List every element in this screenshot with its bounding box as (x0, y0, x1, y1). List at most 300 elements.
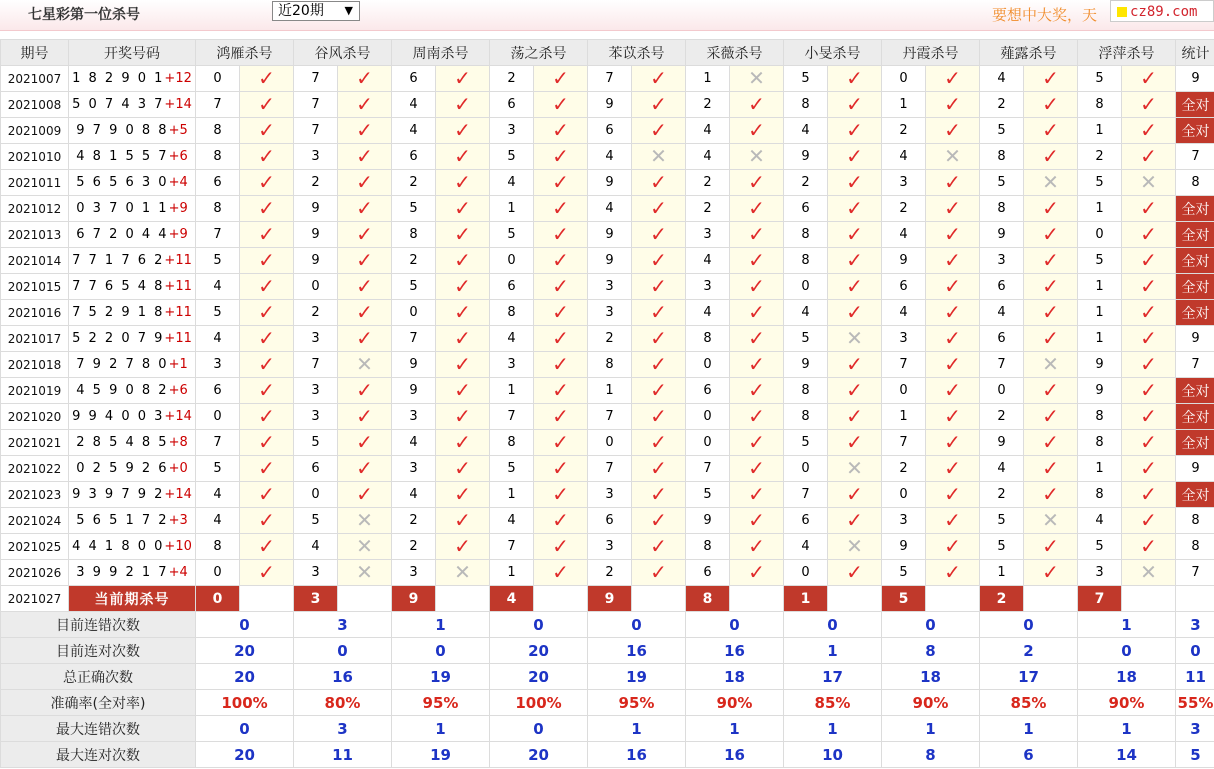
result-mark-cell (1024, 404, 1078, 430)
draw-digits: 4 8 1 5 5 7 (76, 149, 169, 164)
summary-row (1, 742, 1214, 768)
all-correct-badge: 全对 (1176, 378, 1214, 404)
result-mark-cell (632, 248, 686, 274)
issue-cell: 2021007 (1, 66, 69, 92)
result-mark-cell (1122, 222, 1176, 248)
kill-number-cell: 1 (490, 378, 534, 404)
period-select[interactable] (272, 1, 360, 21)
result-mark-cell (1122, 274, 1176, 300)
result-mark-cell (1024, 456, 1078, 482)
result-mark-cell (436, 326, 490, 352)
kill-number-cell: 8 (196, 534, 240, 560)
kill-number-cell: 3 (882, 508, 926, 534)
summary-value: 100% (490, 690, 588, 716)
col-header-expert[interactable]: 荡之杀号 (490, 40, 588, 66)
summary-label: 准确率(全对率) (1, 690, 196, 716)
result-mark-cell (1024, 118, 1078, 144)
result-mark-cell (240, 66, 294, 92)
cross-icon: ✕ (846, 326, 863, 350)
check-icon: ✓ (1140, 248, 1157, 272)
kill-number-cell: 0 (686, 352, 730, 378)
current-issue-cell: 2021027 (1, 586, 69, 612)
result-mark-cell (240, 222, 294, 248)
result-mark-cell (828, 404, 882, 430)
check-icon: ✓ (454, 482, 471, 506)
check-icon: ✓ (1140, 196, 1157, 220)
kill-number-cell: 0 (196, 560, 240, 586)
result-mark-cell (828, 508, 882, 534)
col-header-expert[interactable]: 苯苡杀号 (588, 40, 686, 66)
cross-icon: ✕ (1042, 170, 1059, 194)
col-header-expert[interactable]: 丹霞杀号 (882, 40, 980, 66)
result-mark-cell (240, 144, 294, 170)
check-icon: ✓ (356, 300, 373, 324)
kill-number-cell: 3 (392, 560, 436, 586)
kill-number-cell: 1 (882, 404, 926, 430)
result-mark-cell (730, 378, 784, 404)
summary-value: 20 (490, 638, 588, 664)
kill-number-cell: 9 (294, 222, 338, 248)
summary-value: 18 (882, 664, 980, 690)
kill-number-cell: 4 (196, 508, 240, 534)
summary-value: 100% (196, 690, 294, 716)
current-kill-number[interactable]: 2 (980, 586, 1024, 612)
all-correct-badge: 全对 (1176, 482, 1214, 508)
issue-cell: 2021011 (1, 170, 69, 196)
kill-number-cell: 2 (588, 326, 632, 352)
check-icon: ✓ (748, 326, 765, 350)
kill-number-cell: 4 (980, 456, 1024, 482)
kill-number-cell: 8 (784, 378, 828, 404)
col-header-stat: 统计 (1176, 40, 1214, 66)
summary-value: 0 (686, 612, 784, 638)
kill-number-cell: 3 (588, 534, 632, 560)
result-mark-cell (926, 66, 980, 92)
issue-cell: 2021021 (1, 430, 69, 456)
kill-number-cell: 1 (1078, 300, 1122, 326)
stat-cell: 7 (1176, 144, 1214, 170)
result-mark-cell (730, 404, 784, 430)
result-mark-cell (730, 430, 784, 456)
result-mark-cell (632, 456, 686, 482)
result-mark-cell (926, 326, 980, 352)
result-mark-cell (926, 300, 980, 326)
draw-numbers-cell (69, 352, 196, 378)
result-mark-cell (436, 66, 490, 92)
kill-number-cell: 8 (1078, 482, 1122, 508)
result-mark-cell (926, 534, 980, 560)
kill-number-cell: 3 (294, 404, 338, 430)
result-mark-cell (534, 456, 588, 482)
kill-number-cell: 1 (1078, 118, 1122, 144)
check-icon: ✓ (552, 456, 569, 480)
kill-number-cell: 0 (882, 482, 926, 508)
result-mark-cell (436, 274, 490, 300)
summary-row (1, 690, 1214, 716)
result-mark-cell (828, 248, 882, 274)
check-icon: ✓ (846, 222, 863, 246)
kill-number-cell: 7 (196, 430, 240, 456)
check-icon: ✓ (650, 274, 667, 298)
current-kill-number[interactable]: 3 (294, 586, 338, 612)
kill-number-cell: 2 (980, 92, 1024, 118)
result-mark-cell (1122, 508, 1176, 534)
result-mark-cell (240, 430, 294, 456)
cross-icon: ✕ (454, 560, 471, 584)
check-icon: ✓ (1140, 274, 1157, 298)
result-mark-cell (338, 170, 392, 196)
top-bar (0, 0, 1214, 31)
check-icon: ✓ (454, 456, 471, 480)
all-correct-badge: 全对 (1176, 430, 1214, 456)
check-icon: ✓ (650, 118, 667, 142)
cross-icon: ✕ (748, 66, 765, 90)
result-mark-cell (730, 300, 784, 326)
col-header-expert[interactable]: 周南杀号 (392, 40, 490, 66)
check-icon: ✓ (846, 66, 863, 90)
summary-value: 1 (1078, 716, 1176, 742)
result-mark-cell (436, 352, 490, 378)
kill-number-cell: 3 (294, 326, 338, 352)
kill-number-cell: 4 (196, 482, 240, 508)
result-mark-cell (828, 482, 882, 508)
kill-number-cell: 6 (392, 66, 436, 92)
result-mark-cell (828, 274, 882, 300)
check-icon: ✓ (944, 274, 961, 298)
kill-number-cell: 3 (686, 274, 730, 300)
kill-number-cell: 2 (980, 404, 1024, 430)
draw-numbers-cell (69, 378, 196, 404)
result-mark-cell (828, 144, 882, 170)
draw-digits: 7 7 1 7 6 2 (72, 253, 165, 268)
result-mark-cell (436, 222, 490, 248)
check-icon: ✓ (454, 326, 471, 350)
result-mark-cell (338, 404, 392, 430)
check-icon: ✓ (1042, 378, 1059, 402)
summary-value: 1 (588, 716, 686, 742)
col-header-expert[interactable]: 谷风杀号 (294, 40, 392, 66)
check-icon: ✓ (944, 248, 961, 272)
table-row (1, 430, 1214, 456)
result-mark-cell (1024, 378, 1078, 404)
current-kill-number[interactable]: 0 (196, 586, 240, 612)
result-mark-cell (534, 482, 588, 508)
result-mark-cell (632, 222, 686, 248)
logo-text: cz89.com (1130, 4, 1198, 20)
current-label: 当前期杀号 (69, 586, 196, 612)
check-icon: ✓ (748, 248, 765, 272)
result-mark-cell (926, 404, 980, 430)
check-icon: ✓ (1140, 326, 1157, 350)
check-icon: ✓ (552, 534, 569, 558)
check-icon: ✓ (944, 92, 961, 116)
table-row (1, 66, 1214, 92)
kill-number-cell: 6 (686, 560, 730, 586)
check-icon: ✓ (258, 352, 275, 376)
result-mark-cell (730, 170, 784, 196)
summary-value: 16 (588, 638, 686, 664)
summary-value: 11 (294, 742, 392, 768)
check-icon: ✓ (1140, 352, 1157, 376)
result-mark-cell (1024, 222, 1078, 248)
summary-value: 16 (294, 664, 392, 690)
check-icon: ✓ (1140, 508, 1157, 532)
check-icon: ✓ (258, 118, 275, 142)
kill-number-cell: 3 (588, 274, 632, 300)
check-icon: ✓ (846, 170, 863, 194)
all-correct-badge: 全对 (1176, 300, 1214, 326)
check-icon: ✓ (552, 326, 569, 350)
draw-digits: 7 5 2 9 1 8 (72, 305, 165, 320)
kill-number-cell: 2 (588, 560, 632, 586)
result-mark-cell (730, 326, 784, 352)
kill-number-cell: 6 (784, 508, 828, 534)
kill-number-cell: 0 (490, 248, 534, 274)
kill-number-cell: 8 (196, 144, 240, 170)
result-mark-cell (1024, 430, 1078, 456)
result-mark-cell (730, 274, 784, 300)
check-icon: ✓ (356, 144, 373, 168)
table-row (1, 560, 1214, 586)
result-mark-cell (632, 482, 686, 508)
draw-digits: 0 3 7 0 1 1 (76, 201, 169, 216)
result-mark-cell (1122, 170, 1176, 196)
all-correct-badge: 全对 (1176, 274, 1214, 300)
result-mark-cell (632, 300, 686, 326)
kill-number-cell: 3 (1078, 560, 1122, 586)
summary-value: 17 (784, 664, 882, 690)
kill-number-cell: 9 (588, 222, 632, 248)
draw-digits: 3 9 9 2 1 7 (76, 565, 169, 580)
kill-number-cell: 6 (294, 456, 338, 482)
check-icon: ✓ (356, 456, 373, 480)
kill-number-cell: 9 (588, 92, 632, 118)
col-header-expert[interactable]: 鸿雁杀号 (196, 40, 294, 66)
draw-sum: +5 (168, 123, 188, 138)
summary-value: 0 (490, 716, 588, 742)
current-kill-number[interactable]: 7 (1078, 586, 1122, 612)
col-header-expert[interactable]: 浮萍杀号 (1078, 40, 1176, 66)
result-mark-cell (730, 222, 784, 248)
kill-number-cell: 5 (1078, 170, 1122, 196)
check-icon: ✓ (1042, 248, 1059, 272)
result-mark-cell (1024, 326, 1078, 352)
result-mark-cell (632, 508, 686, 534)
result-mark-cell (338, 248, 392, 274)
kill-number-cell: 7 (882, 352, 926, 378)
summary-value: 1 (980, 716, 1078, 742)
check-icon: ✓ (748, 404, 765, 428)
result-mark-cell (730, 118, 784, 144)
kill-number-cell: 6 (588, 118, 632, 144)
result-mark-cell (534, 274, 588, 300)
result-mark-cell (436, 430, 490, 456)
kill-number-cell: 3 (392, 456, 436, 482)
check-icon: ✓ (356, 404, 373, 428)
check-icon: ✓ (650, 66, 667, 90)
result-mark-cell (828, 352, 882, 378)
check-icon: ✓ (650, 508, 667, 532)
result-mark-cell (534, 170, 588, 196)
result-mark-cell (338, 196, 392, 222)
result-mark-cell (926, 170, 980, 196)
kill-number-cell: 5 (980, 118, 1024, 144)
check-icon: ✓ (356, 118, 373, 142)
check-icon: ✓ (552, 560, 569, 584)
current-kill-number[interactable]: 8 (686, 586, 730, 612)
check-icon: ✓ (454, 274, 471, 298)
result-mark-cell (436, 118, 490, 144)
kill-number-cell: 6 (588, 508, 632, 534)
kill-number-cell: 3 (196, 352, 240, 378)
summary-row (1, 638, 1214, 664)
result-mark-cell (828, 92, 882, 118)
result-mark-cell (926, 482, 980, 508)
draw-sum: +12 (164, 71, 192, 86)
kill-number-cell: 2 (490, 66, 534, 92)
current-kill-number[interactable]: 5 (882, 586, 926, 612)
issue-cell: 2021025 (1, 534, 69, 560)
kill-number-cell: 9 (588, 170, 632, 196)
result-mark-cell (1024, 508, 1078, 534)
current-kill-number[interactable]: 1 (784, 586, 828, 612)
check-icon: ✓ (650, 534, 667, 558)
summary-label: 最大连对次数 (1, 742, 196, 768)
result-mark-cell (926, 508, 980, 534)
kill-number-cell: 8 (686, 326, 730, 352)
result-mark-cell (1122, 66, 1176, 92)
kill-number-cell: 3 (490, 352, 534, 378)
result-mark-cell (338, 352, 392, 378)
draw-digits: 4 5 9 0 8 2 (76, 383, 169, 398)
result-mark-cell (926, 196, 980, 222)
kill-number-cell: 5 (980, 170, 1024, 196)
check-icon: ✓ (846, 196, 863, 220)
kill-number-cell: 6 (686, 378, 730, 404)
check-icon: ✓ (748, 560, 765, 584)
table-row (1, 508, 1214, 534)
col-header-expert[interactable]: 小旻杀号 (784, 40, 882, 66)
result-mark-cell (240, 196, 294, 222)
summary-value: 1 (392, 612, 490, 638)
summary-value: 0 (196, 716, 294, 742)
kill-number-cell: 4 (784, 300, 828, 326)
kill-number-cell: 4 (1078, 508, 1122, 534)
result-mark-cell (730, 66, 784, 92)
kill-number-cell: 8 (490, 430, 534, 456)
check-icon: ✓ (1042, 274, 1059, 298)
draw-digits: 9 7 9 0 8 8 (76, 123, 169, 138)
kill-number-cell: 5 (1078, 248, 1122, 274)
kill-number-cell: 1 (980, 560, 1024, 586)
kill-number-cell: 9 (784, 352, 828, 378)
kill-number-cell: 3 (588, 300, 632, 326)
issue-cell: 2021026 (1, 560, 69, 586)
check-icon: ✓ (846, 508, 863, 532)
kill-number-cell: 5 (490, 456, 534, 482)
draw-sum: +9 (168, 227, 188, 242)
col-header-expert[interactable]: 采薇杀号 (686, 40, 784, 66)
check-icon: ✓ (944, 482, 961, 506)
period-select-value: 近20期 (278, 3, 324, 19)
kill-number-cell: 9 (980, 222, 1024, 248)
site-logo[interactable] (1110, 0, 1214, 22)
result-mark-cell (1024, 66, 1078, 92)
current-kill-number[interactable]: 4 (490, 586, 534, 612)
current-kill-number[interactable]: 9 (588, 586, 632, 612)
stat-cell: 9 (1176, 66, 1214, 92)
draw-sum: +4 (168, 175, 188, 190)
check-icon: ✓ (1042, 482, 1059, 506)
issue-cell: 2021019 (1, 378, 69, 404)
check-icon: ✓ (552, 508, 569, 532)
current-kill-number[interactable]: 9 (392, 586, 436, 612)
check-icon: ✓ (258, 248, 275, 272)
check-icon: ✓ (748, 430, 765, 454)
draw-numbers-cell (69, 144, 196, 170)
check-icon: ✓ (454, 508, 471, 532)
result-mark-cell (240, 352, 294, 378)
result-mark-cell (1122, 404, 1176, 430)
table-row (1, 534, 1214, 560)
kill-number-cell: 9 (588, 248, 632, 274)
result-mark-cell (240, 170, 294, 196)
result-mark-cell (338, 92, 392, 118)
kill-number-cell: 5 (490, 222, 534, 248)
check-icon: ✓ (552, 118, 569, 142)
issue-cell: 2021023 (1, 482, 69, 508)
kill-number-cell: 8 (196, 118, 240, 144)
col-header-expert[interactable]: 薤露杀号 (980, 40, 1078, 66)
check-icon: ✓ (454, 352, 471, 376)
draw-numbers-cell (69, 92, 196, 118)
result-mark-cell (534, 144, 588, 170)
summary-row (1, 612, 1214, 638)
result-mark-cell (1122, 300, 1176, 326)
draw-numbers-cell (69, 508, 196, 534)
kill-number-cell: 8 (588, 352, 632, 378)
kill-number-cell: 0 (980, 378, 1024, 404)
kill-number-cell: 5 (980, 508, 1024, 534)
summary-value: 3 (294, 612, 392, 638)
table-row (1, 378, 1214, 404)
kill-number-cell: 1 (490, 560, 534, 586)
result-mark-cell (1122, 378, 1176, 404)
check-icon: ✓ (1140, 378, 1157, 402)
draw-sum: +14 (164, 97, 192, 112)
kill-number-table (0, 39, 1214, 768)
kill-number-cell: 8 (980, 144, 1024, 170)
kill-number-cell: 6 (980, 326, 1024, 352)
kill-number-cell: 3 (882, 326, 926, 352)
result-mark-cell (338, 144, 392, 170)
draw-sum: +3 (168, 513, 188, 528)
summary-value: 6 (980, 742, 1078, 768)
all-correct-badge: 全对 (1176, 222, 1214, 248)
result-mark-cell (1122, 118, 1176, 144)
summary-value: 1 (784, 638, 882, 664)
kill-number-cell: 4 (392, 482, 436, 508)
check-icon: ✓ (356, 222, 373, 246)
summary-value: 95% (392, 690, 490, 716)
result-mark-cell (1024, 92, 1078, 118)
check-icon: ✓ (552, 274, 569, 298)
check-icon: ✓ (454, 144, 471, 168)
ad-banner-text[interactable]: 要想中大奖，天 (992, 6, 1098, 24)
result-mark-cell (1122, 92, 1176, 118)
result-mark-cell (926, 248, 980, 274)
kill-number-cell: 6 (980, 274, 1024, 300)
